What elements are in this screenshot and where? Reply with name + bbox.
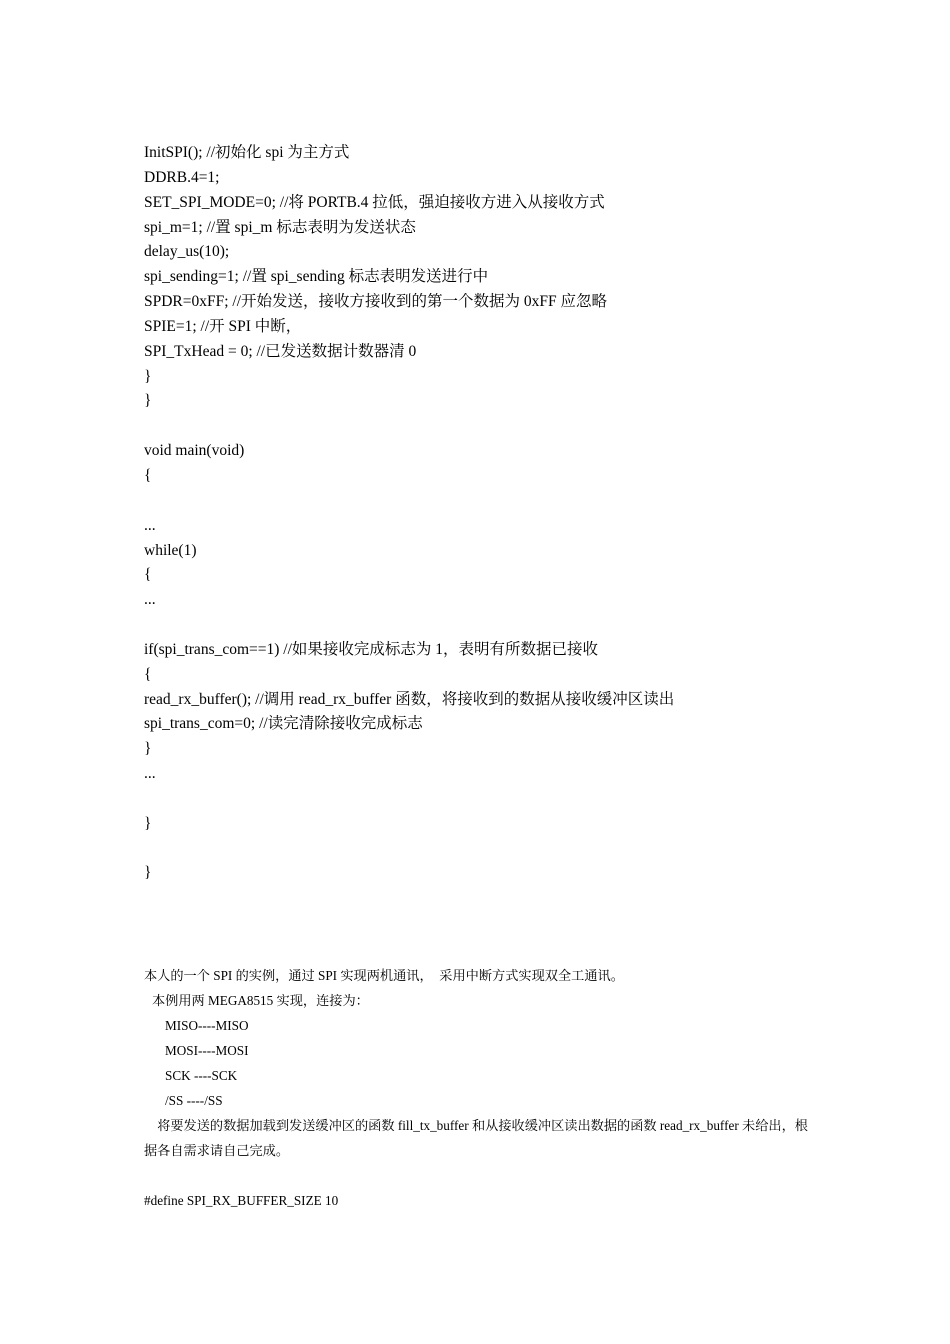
code-line: spi_sending=1; //置 spi_sending 标志表明发送进行中 [144,268,489,286]
code-line: void main(void) [144,442,245,460]
code-line: { [144,665,152,683]
code-line: SPIE=1; //开 SPI 中断， [144,317,302,335]
connection-line: MISO----MISO [165,1018,249,1033]
code-line: SPI_TxHead = 0; //已发送数据计数器清 0 [144,342,417,360]
code-line: } [144,814,152,832]
code-line [144,787,844,812]
code-line: SET_SPI_MODE=0; //将 PORTB.4 拉低，强迫接收方进入从接收方式 [144,193,605,211]
code-line: while(1) [144,541,197,559]
example-line: 本例用两 MEGA8515 实现，连接为： [152,993,369,1008]
code-line: { [144,466,152,484]
code-line [144,414,844,439]
connection-line: /SS ----/SS [165,1093,223,1108]
code-line: } [144,392,152,410]
code-line: spi_m=1; //置 spi_m 标志表明为发送状态 [144,218,416,236]
description-section [144,963,814,1213]
code-line: spi_trans_com=0; //读完清除接收完成标志 [144,715,423,733]
define-line: #define SPI_RX_BUFFER_SIZE 10 [144,1193,339,1208]
code-line: { [144,566,152,584]
code-line [144,837,844,862]
code-line [144,489,844,514]
code-line: InitSPI(); //初始化 spi 为主方式 [144,144,350,161]
code-line: delay_us(10); [144,243,230,261]
code-listing [144,141,844,886]
code-line [144,613,844,638]
connection-line: MOSI----MOSI [165,1043,249,1058]
code-line: } [144,367,152,385]
code-line: read_rx_buffer(); //调用 read_rx_buffer 函数，将接收到的数据从接收缓冲区读出 [144,690,675,708]
code-line: DDRB.4=1; [144,168,220,186]
note-paragraph: 将要发送的数据加载到发送缓冲区的函数 fill_tx_buffer 和从接收缓冲区读出数据的函数 read_rx_buffer 未给出，根据各自需求请自己完成。 [144,1118,808,1158]
intro-paragraph: 本人的一个 SPI 的实例，通过 SPI 实现两机通讯， 采用中断方式实现双全工通讯。 [144,968,624,983]
code-line: if(spi_trans_com==1) //如果接收完成标志为 1，表明有所数据已接收 [144,640,599,658]
code-line: ... [144,765,156,783]
connection-line: SCK ----SCK [165,1068,238,1083]
code-line: ... [144,591,156,609]
code-line: ... [144,516,156,534]
code-line: } [144,864,152,882]
code-line: SPDR=0xFF; //开始发送，接收方接收到的第一个数据为 0xFF 应忽略 [144,293,608,311]
code-line: } [144,740,152,758]
spacer [144,1163,814,1188]
